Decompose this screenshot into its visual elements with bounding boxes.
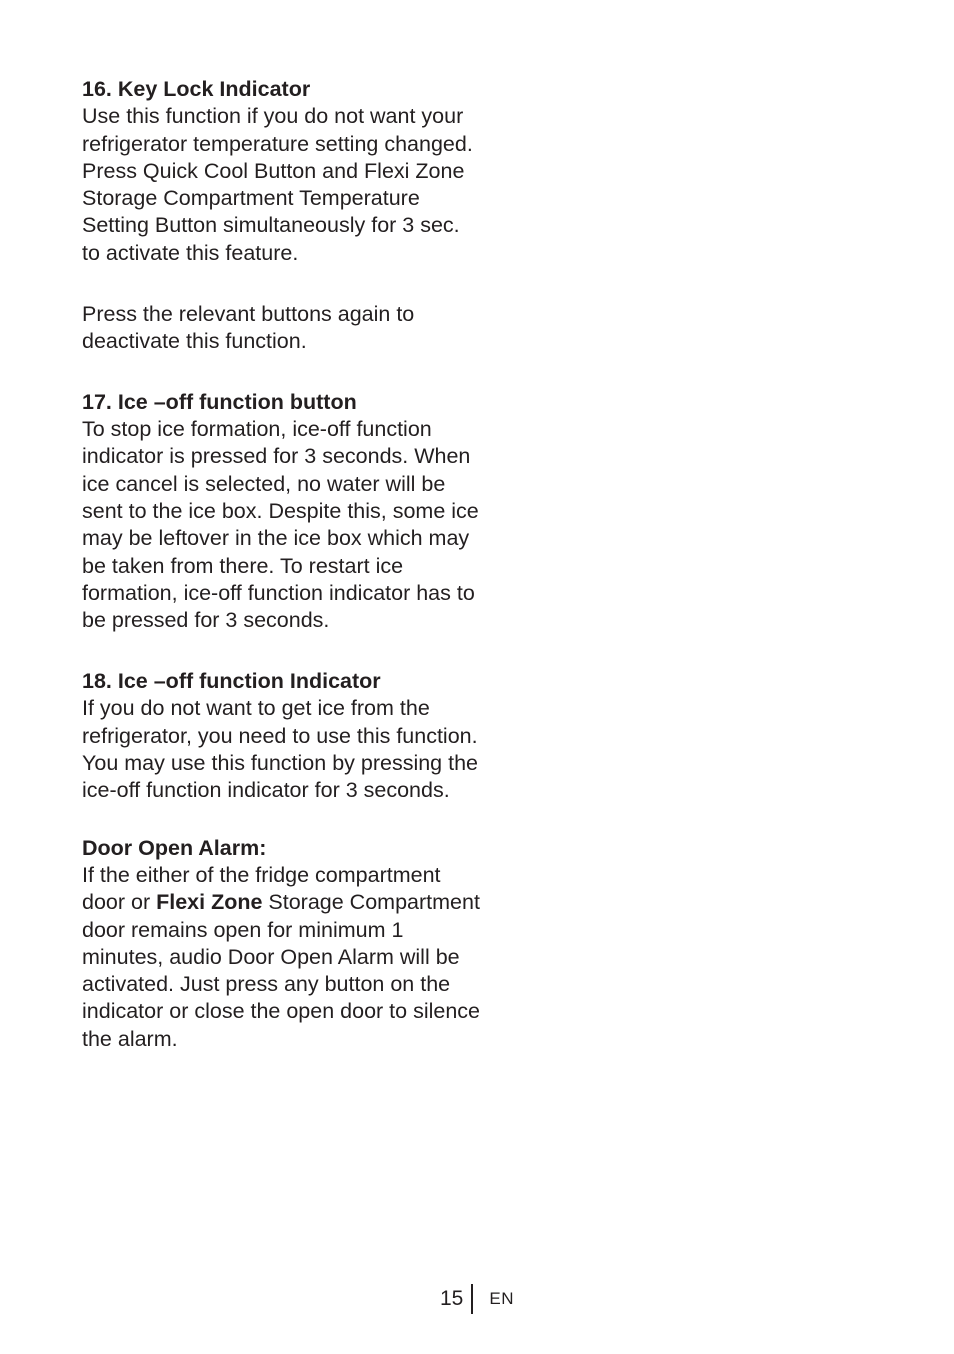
document-body xyxy=(82,76,482,1053)
paragraph-text: If the either of the fridge compartment door or xyxy=(82,862,441,915)
section-paragraph: Use this function if you do not want your refrigerator temperature setting changed. Press Quick Cool Button and Flexi Zone Storage Compartment Temperature Setting Button simultaneously for 3 sec. to activate this feature. xyxy=(82,104,473,265)
language-code: EN xyxy=(489,1289,514,1308)
page-footer xyxy=(440,1284,514,1314)
section-door-open-alarm xyxy=(82,835,482,1053)
section-heading: Door Open Alarm: xyxy=(82,835,267,860)
section-key-lock-indicator xyxy=(82,76,482,355)
section-paragraph: Press the relevant buttons again to deactivate this function. xyxy=(82,301,415,353)
section-heading: 17. Ice –off function button xyxy=(82,389,357,414)
section-paragraph: If you do not want to get ice from the refrigerator, you need to use this function. You may use this function by pressing the ice-off function indicator for 3 seconds. xyxy=(82,696,478,803)
section-ice-off-button xyxy=(82,389,482,635)
footer-divider xyxy=(471,1284,473,1314)
section-paragraph: To stop ice formation, ice-off function indicator is pressed for 3 seconds. When ice cancel is selected, no water will be sent to the ice box. Despite this, some ice may be leftover in the ice box which may be taken from there. To restart ice formation, ice-off function indicator has to be pressed for 3 seconds. xyxy=(82,417,479,633)
section-paragraph xyxy=(82,862,482,1053)
section-ice-off-indicator xyxy=(82,668,482,804)
section-heading: 18. Ice –off function Indicator xyxy=(82,669,381,694)
paragraph-text: Storage Compartment door remains open for minimum 1 minutes, audio Door Open Alarm will be activated. Just press any button on the indicator or close the open door to silence the alarm. xyxy=(82,890,480,1051)
page-number: 15 xyxy=(440,1287,464,1310)
section-heading: 16. Key Lock Indicator xyxy=(82,77,311,101)
bold-phrase: Flexi Zone xyxy=(156,890,263,915)
